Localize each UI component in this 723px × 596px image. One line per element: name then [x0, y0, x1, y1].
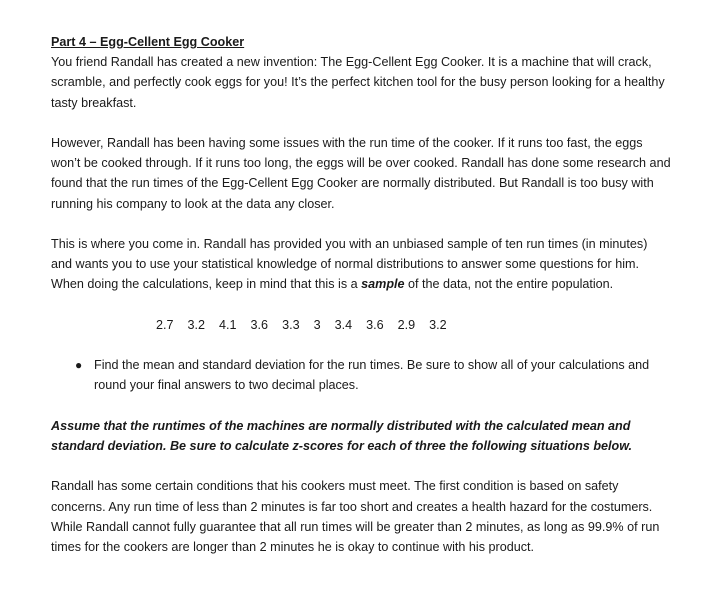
spacer: [51, 295, 671, 315]
sample-emphasis: sample: [361, 277, 405, 292]
run-time-value: 3.2: [429, 317, 447, 332]
assumption-text: Assume that the runtimes of the machines are normally distributed with the calculated mean and standard deviation. Be sure to calculate z-scores for each of three the following situations below.: [51, 418, 633, 453]
sample-paragraph-end: of the data, not the entire population.: [404, 277, 614, 292]
problem-paragraph: However, Randall has been having some issues with the run time of the cooker. If it runs too fast, the eggs won’t be cooked through. If it runs too long, the eggs will be over cooked. Randall has done some research and found that the run times of the Egg-Cellent Egg Cooker are normally distributed. But Randall is too busy with running his company to look at the data any closer.: [51, 136, 671, 211]
intro-paragraph: You friend Randall has created a new invention: The Egg-Cellent Egg Cooker. It is a machine that will crack, scramble, and perfectly cook eggs for you! It’s the perfect kitchen tool for the busy person looking for a healthy tasty breakfast.: [51, 55, 665, 110]
bullet-item: [75, 355, 671, 395]
sample-paragraph: [51, 234, 671, 295]
run-time-value: 3.3: [282, 317, 300, 332]
spacer: [51, 456, 671, 476]
run-time-value: 2.9: [397, 317, 416, 332]
sample-paragraph-text: This is where you come in. Randall has provided you with an unbiased sample of ten run times (in minutes) and wants you to use your statistical knowledge of normal distributions to answer some questions for him. When doing the calculations, keep in mind that this is a: [51, 237, 648, 292]
condition-paragraph: Randall has some certain conditions that his cookers must meet. The first condition is based on safety concerns. Any run time of less than 2 minutes is far too short and creates a health hazard for the costumers. While Randall cannot fully guarantee that all run times will be greater than 2 minutes, as long as 99.9% of run times for the cookers are longer than 2 minutes he is okay to continue with his product.: [51, 479, 660, 554]
run-time-value: 3.6: [366, 317, 384, 332]
bullet-icon: ●: [75, 358, 83, 373]
run-time-value: 3.6: [250, 317, 269, 332]
run-time-value: 4.1: [219, 317, 237, 332]
run-time-value: 2.7: [156, 317, 174, 332]
run-time-value: 3.4: [334, 317, 353, 332]
spacer: [51, 335, 671, 355]
spacer: [51, 113, 671, 133]
run-times-list: [156, 315, 671, 335]
section-heading: Part 4 – Egg-Cellent Egg Cooker: [51, 35, 245, 49]
bullet-text: Find the mean and standard deviation for the run times. Be sure to show all of your calculations and round your final answers to two decimal places.: [94, 358, 650, 393]
spacer: [51, 214, 671, 234]
run-time-value: 3: [313, 317, 321, 332]
spacer: [51, 396, 671, 416]
run-time-value: 3.2: [187, 317, 206, 332]
document-body: [51, 32, 671, 557]
